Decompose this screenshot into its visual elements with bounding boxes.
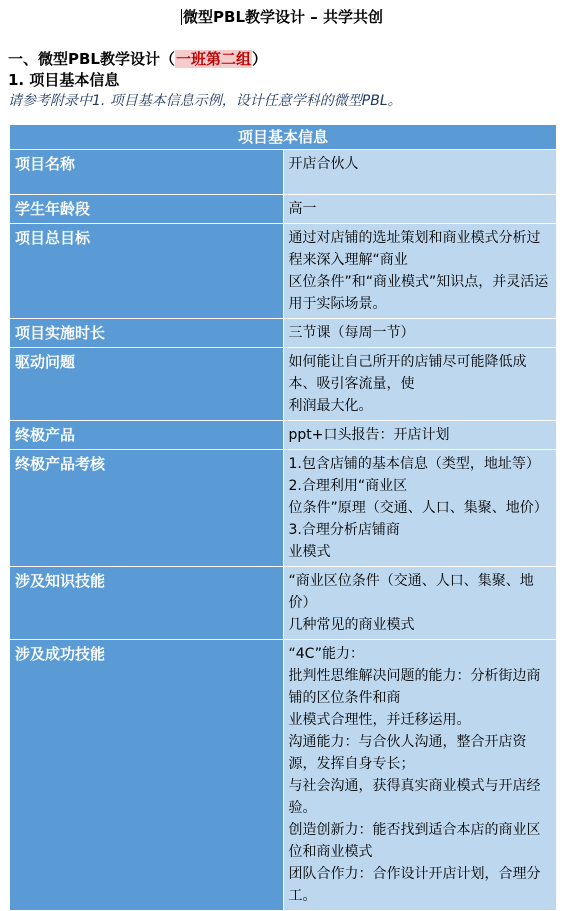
- row-value-line: 如何能让自己所开的店铺尽可能降低成本、吸引客流量，使: [288, 354, 527, 392]
- row-value-line: 批判性思维解决问题的能力：分析街边商铺的区位条件和商: [288, 668, 541, 706]
- row-value[interactable]: [283, 195, 557, 224]
- row-value-line: 与社会沟通，获得真实商业模式与开店经验。: [288, 778, 541, 816]
- row-value-line: 高一: [288, 201, 317, 217]
- row-label: 项目名称: [10, 150, 284, 195]
- row-label: 驱动问题: [10, 348, 284, 421]
- row-value[interactable]: [283, 348, 557, 421]
- row-label: 终极产品: [10, 421, 284, 450]
- sub-heading: 1. 项目基本信息: [8, 71, 120, 89]
- row-value-line: 区位条件”和“商业模式”知识点，并灵活运用于实际场景。: [288, 274, 549, 312]
- table-header-row: [10, 125, 557, 150]
- table-row: [10, 450, 557, 567]
- table-row: [10, 150, 557, 195]
- row-value-line: 业模式合理性，并迁移运用。: [288, 712, 471, 728]
- row-label: 终极产品考核: [10, 450, 284, 567]
- row-value-line: 利润最大化。: [288, 398, 373, 414]
- row-label: 学生年龄段: [10, 195, 284, 224]
- row-value[interactable]: [283, 567, 557, 640]
- project-info-table: [9, 124, 557, 911]
- row-value-line: 沟通能力：与合伙人沟通，整合开店资源，发挥自身专长；: [288, 734, 527, 772]
- table-row: [10, 348, 557, 421]
- row-value-line: ppt+口头报告：开店计划: [288, 427, 450, 443]
- table-body: [10, 150, 557, 911]
- row-label: 涉及成功技能: [10, 640, 284, 911]
- document-title-text: 微型PBL教学设计 – 共学共创: [183, 8, 383, 26]
- row-value-line: 团队合作力：合作设计开店计划，合理分工。: [288, 866, 541, 904]
- document-title: [0, 6, 564, 28]
- row-value-line: 通过对店铺的选址策划和商业模式分析过程来深入理解“商业: [288, 230, 541, 268]
- table-row: [10, 421, 557, 450]
- row-value-line: 1.包含店铺的基本信息（类型，地址等）2.合理利用“商业区: [288, 456, 540, 494]
- row-value[interactable]: [283, 319, 557, 348]
- group-name-highlight: 一班第二组: [176, 50, 252, 68]
- section-heading-prefix: 一、微型PBL教学设计（: [8, 50, 175, 68]
- row-value[interactable]: [283, 224, 557, 319]
- table-row: [10, 567, 557, 640]
- row-value-line: 位条件”原理（交通、人口、集聚、地价）3.合理分析店铺商: [288, 500, 548, 538]
- row-value-line: 开店合伙人: [288, 156, 359, 172]
- row-value[interactable]: [283, 150, 557, 195]
- instruction-text: 请参考附录中1. 项目基本信息示例，设计任意学科的微型PBL。: [8, 93, 402, 109]
- table-header: 项目基本信息: [10, 125, 557, 150]
- row-value-line: “商业区位条件（交通、人口、集聚、地价）: [288, 573, 534, 611]
- row-label: 项目实施时长: [10, 319, 284, 348]
- row-value-line: “4C”能力：: [288, 646, 364, 662]
- text-cursor: [181, 9, 182, 25]
- section-heading: [8, 48, 267, 70]
- row-value[interactable]: [283, 450, 557, 567]
- row-label: 项目总目标: [10, 224, 284, 319]
- section-heading-suffix: ）: [252, 50, 268, 68]
- table-row: [10, 195, 557, 224]
- row-value-line: 业模式: [288, 544, 331, 560]
- table-row: [10, 319, 557, 348]
- table-row: [10, 640, 557, 911]
- table-row: [10, 224, 557, 319]
- row-value-line: 几种常见的商业模式: [288, 617, 415, 633]
- row-value-line: 创造创新力：能否找到适合本店的商业区位和商业模式: [288, 822, 541, 860]
- row-label: 涉及知识技能: [10, 567, 284, 640]
- row-value[interactable]: [283, 640, 557, 911]
- row-value-line: 三节课（每周一节）: [288, 325, 415, 341]
- row-value[interactable]: [283, 421, 557, 450]
